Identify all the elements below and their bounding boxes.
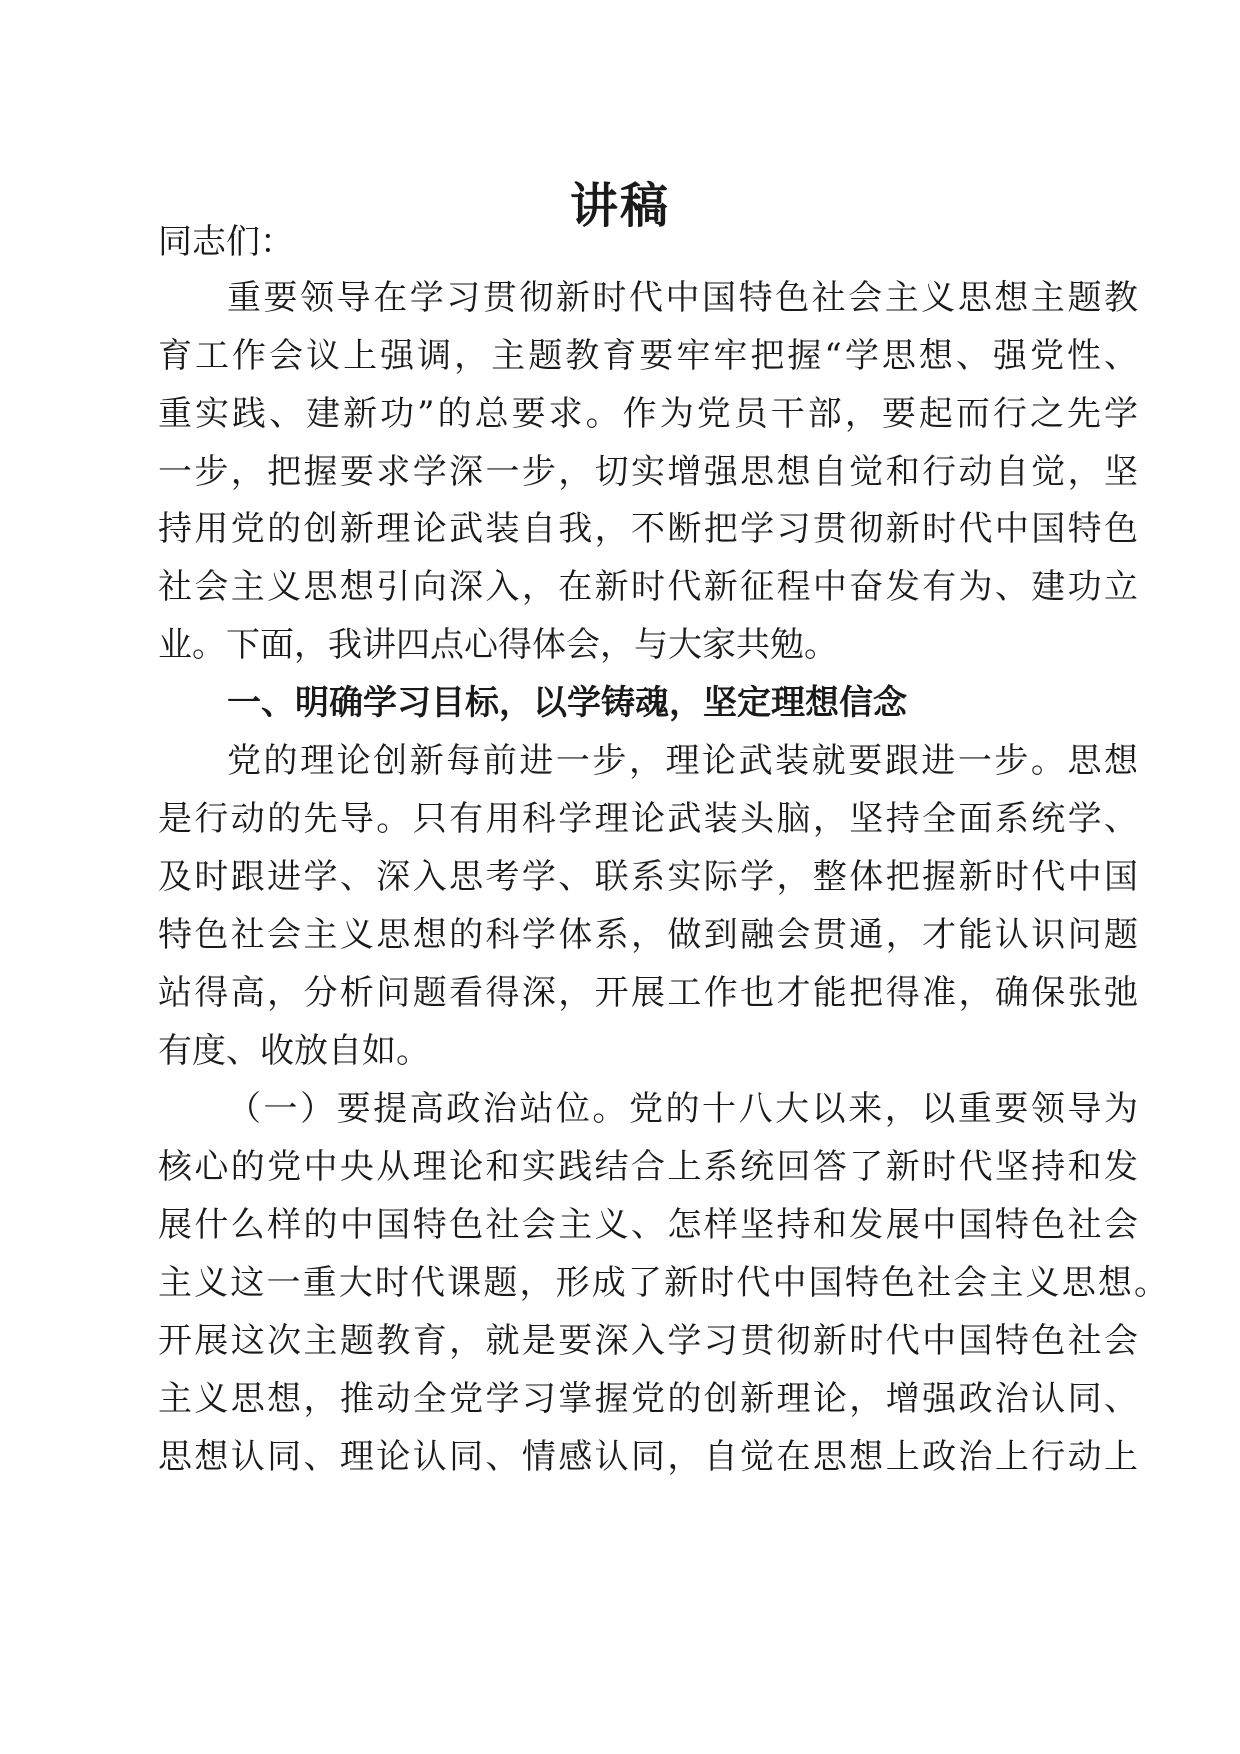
paragraph-2-line-3: 及时跟进学、深入思考学、联系实际学，整体把握新时代中国 [158,857,1138,897]
paragraph-1-line-3: 重实践、建新功”的总要求。作为党员干部，要起而行之先学 [158,394,1138,434]
paragraph-2-line-5: 站得高，分析问题看得深，开展工作也才能把得准，确保张弛 [158,973,1138,1013]
paragraph-3-line-5: 开展这次主题教育，就是要深入学习贯彻新时代中国特色社会 [158,1321,1138,1361]
paragraph-3-line-7: 思想认同、理论认同、情感认同，自觉在思想上政治上行动上 [158,1437,1138,1477]
paragraph-2-line-1: 党的理论创新每前进一步，理论武装就要跟进一步。思想 [227,741,1138,781]
paragraph-3-line-4: 主义这一重大时代课题，形成了新时代中国特色社会主义思想。 [158,1263,1168,1303]
paragraph-2-line-4: 特色社会主义思想的科学体系，做到融会贯通，才能认识问题 [158,915,1138,955]
paragraph-3-line-1: （一）要提高政治站位。党的十八大以来，以重要领导为 [227,1089,1138,1129]
paragraph-3-line-2: 核心的党中央从理论和实践结合上系统回答了新时代坚持和发 [158,1147,1138,1187]
paragraph-3-line-3: 展什么样的中国特色社会主义、怎样坚持和发展中国特色社会 [158,1205,1138,1245]
paragraph-1-line-6: 社会主义思想引向深入，在新时代新征程中奋发有为、建功立 [158,567,1138,607]
paragraph-2-line-2: 是行动的先导。只有用科学理论武装头脑，坚持全面系统学、 [158,799,1138,839]
paragraph-1-line-2: 育工作会议上强调，主题教育要牢牢把握“学思想、强党性、 [158,336,1138,376]
paragraph-3-line-6: 主义思想，推动全党学习掌握党的创新理论，增强政治认同、 [158,1379,1138,1419]
paragraph-1-line-7: 业。下面，我讲四点心得体会，与大家共勉。 [158,625,838,665]
salutation: 同志们： [158,222,294,262]
section-heading-1: 一、明确学习目标，以学铸魂，坚定理想信念 [227,683,907,723]
paragraph-1-line-4: 一步，把握要求学深一步，切实增强思想自觉和行动自觉，坚 [158,452,1138,492]
paragraph-1-line-1: 重要领导在学习贯彻新时代中国特色社会主义思想主题教 [227,278,1138,318]
document-title: 讲稿 [569,178,670,234]
paragraph-2-line-6: 有度、收放自如。 [158,1031,430,1071]
paragraph-1-line-5: 持用党的创新理论武装自我，不断把学习贯彻新时代中国特色 [158,509,1138,549]
